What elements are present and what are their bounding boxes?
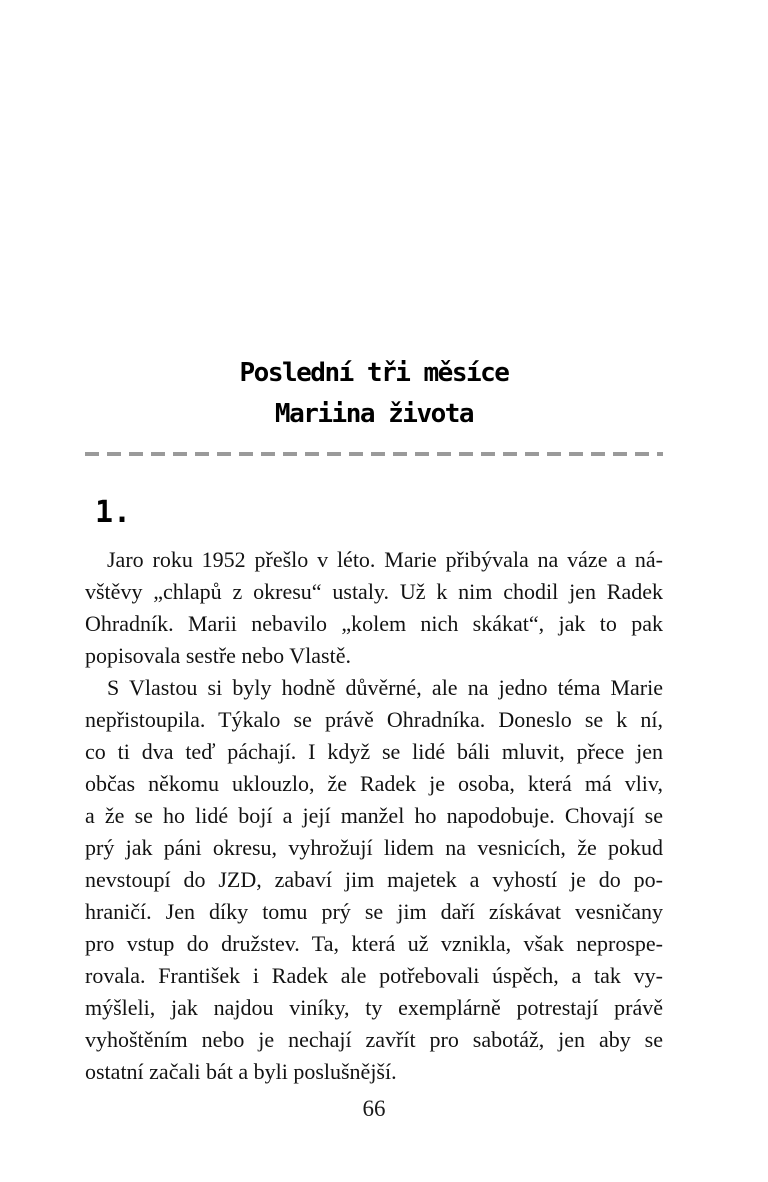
body-line: prý jak páni okresu, vyhrožují lidem na vesnicích, že pokud — [85, 835, 663, 860]
page-number: 66 — [362, 1096, 386, 1121]
body-line: mýšleli, jak najdou viníky, ty exemplárně potrestají právě — [85, 995, 663, 1020]
body-line: pro vstup do družstev. Ta, která už vznikla, však neprospe- — [85, 931, 663, 956]
body-line: občas někomu uklouzlo, že Radek je osoba, která má vliv, — [85, 771, 663, 796]
chapter-title-line-2: Mariina života — [274, 399, 474, 429]
body-line: hraničí. Jen díky tomu prý se jim daří získávat vesničany — [85, 899, 663, 924]
body-line: vštěvy „chlapů z okresu“ ustaly. Už k nim chodil jen Radek — [85, 579, 663, 604]
body-text — [85, 544, 663, 1088]
body-line: S Vlastou si byly hodně důvěrné, ale na jedno téma Marie — [107, 675, 663, 700]
text-column — [85, 0, 663, 1088]
body-line: Jaro roku 1952 přešlo v léto. Marie přibývala na váze a ná- — [107, 547, 663, 572]
body-line: nepřistoupila. Týkalo se právě Ohradníka. Doneslo se k ní, — [85, 707, 663, 732]
chapter-title-line-1: Poslední tři měsíce — [239, 358, 509, 388]
section-number: 1. — [95, 495, 132, 530]
body-line: a že se ho lidé bojí a její manžel ho napodobuje. Chovají se — [85, 803, 663, 828]
body-line: rovala. František i Radek ale potřebovali úspěch, a tak vy- — [85, 963, 663, 988]
body-line: nevstoupí do JZD, zabaví jim majetek a vyhostí je do po- — [85, 867, 663, 892]
body-line: Ohradník. Marii nebavilo „kolem nich skákat“, jak to pak — [85, 611, 663, 636]
chapter-title — [85, 353, 663, 435]
body-line: vyhoštěním nebo je nechají zavřít pro sabotáž, jen aby se — [85, 1027, 663, 1052]
body-line: popisovala sestře nebo Vlastě. — [85, 643, 351, 668]
body-line: ostatní začali bát a byli poslušnější. — [85, 1059, 397, 1084]
body-line: co ti dva teď páchají. I když se lidé báli mluvit, přece jen — [85, 739, 663, 764]
dashed-separator — [85, 452, 663, 456]
